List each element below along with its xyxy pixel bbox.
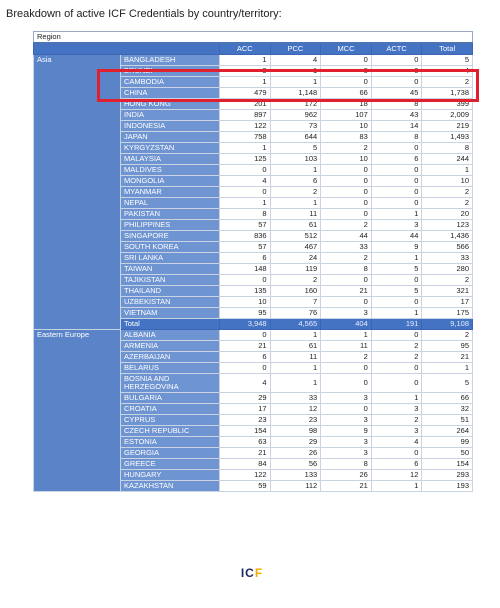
value-cell: 0 <box>371 198 422 209</box>
value-cell: 1 <box>270 66 321 77</box>
value-cell: 264 <box>422 426 473 437</box>
value-cell: 2 <box>321 253 372 264</box>
value-cell: 2,009 <box>422 110 473 121</box>
value-cell: 66 <box>321 88 372 99</box>
value-cell: 8 <box>220 209 271 220</box>
value-cell: 0 <box>371 374 422 393</box>
country-cell: SINGAPORE <box>121 231 220 242</box>
value-cell: 20 <box>422 209 473 220</box>
value-cell: 3 <box>321 437 372 448</box>
value-cell: 63 <box>220 437 271 448</box>
value-cell: 23 <box>270 415 321 426</box>
column-header-actc: ACTC <box>371 43 422 55</box>
country-cell: KYRGYZSTAN <box>121 143 220 154</box>
value-cell: 17 <box>422 297 473 308</box>
icf-logo: I C F <box>240 566 264 580</box>
country-cell: NEPAL <box>121 198 220 209</box>
country-cell: GREECE <box>121 459 220 470</box>
value-cell: 21 <box>220 448 271 459</box>
header-row <box>34 32 473 44</box>
value-cell: 0 <box>371 448 422 459</box>
value-cell: 1 <box>321 330 372 341</box>
value-cell: 0 <box>321 77 372 88</box>
country-cell: CROATIA <box>121 404 220 415</box>
value-cell: 2 <box>270 187 321 198</box>
value-cell: 6 <box>220 253 271 264</box>
country-cell: MALAYSIA <box>121 154 220 165</box>
country-cell: ESTONIA <box>121 437 220 448</box>
value-cell: 1 <box>371 481 422 492</box>
value-cell: 83 <box>321 132 372 143</box>
table-row <box>34 330 473 341</box>
value-cell: 9 <box>321 426 372 437</box>
country-cell: BANGLADESH <box>121 55 220 66</box>
value-cell: 3 <box>321 308 372 319</box>
value-cell: 5 <box>270 143 321 154</box>
value-cell: 24 <box>270 253 321 264</box>
value-cell: 0 <box>371 165 422 176</box>
value-cell: 2 <box>422 187 473 198</box>
value-cell: 0 <box>321 165 372 176</box>
country-cell: INDIA <box>121 110 220 121</box>
value-cell: 8 <box>371 132 422 143</box>
value-cell: 0 <box>220 330 271 341</box>
value-cell: 293 <box>422 470 473 481</box>
value-cell: 84 <box>220 459 271 470</box>
value-cell: 2 <box>371 352 422 363</box>
value-cell: 12 <box>270 404 321 415</box>
value-cell: 3 <box>220 66 271 77</box>
value-cell: 566 <box>422 242 473 253</box>
value-cell: 0 <box>321 275 372 286</box>
country-cell: SRI LANKA <box>121 253 220 264</box>
value-cell: 4 <box>371 437 422 448</box>
country-cell: GEORGIA <box>121 448 220 459</box>
value-cell: 175 <box>422 308 473 319</box>
column-header-blank <box>34 43 220 55</box>
value-cell: 193 <box>422 481 473 492</box>
value-cell: 61 <box>270 341 321 352</box>
value-cell: 5 <box>422 55 473 66</box>
value-cell: 18 <box>321 99 372 110</box>
value-cell: 17 <box>220 404 271 415</box>
value-cell: 0 <box>220 165 271 176</box>
value-cell: 5 <box>422 374 473 393</box>
value-cell: 3 <box>371 426 422 437</box>
value-cell: 0 <box>371 176 422 187</box>
value-cell: 2 <box>270 275 321 286</box>
value-cell: 172 <box>270 99 321 110</box>
column-header-pcc: PCC <box>270 43 321 55</box>
value-cell: 1 <box>371 308 422 319</box>
country-cell: BRUNEI <box>121 66 220 77</box>
value-cell: 321 <box>422 286 473 297</box>
value-cell: 0 <box>371 143 422 154</box>
total-label: Total <box>121 319 220 330</box>
country-cell: KAZAKHSTAN <box>121 481 220 492</box>
value-cell: 10 <box>321 121 372 132</box>
value-cell: 107 <box>321 110 372 121</box>
region-header: Region <box>34 32 473 44</box>
value-cell: 0 <box>321 187 372 198</box>
value-cell: 95 <box>220 308 271 319</box>
column-header-mcc: MCC <box>321 43 372 55</box>
value-cell: 244 <box>422 154 473 165</box>
country-cell: MONGOLIA <box>121 176 220 187</box>
value-cell: 6 <box>371 459 422 470</box>
country-cell: BOSNIA AND HERZEGOVINA <box>121 374 220 393</box>
value-cell: 160 <box>270 286 321 297</box>
value-cell: 1 <box>220 143 271 154</box>
value-cell: 1 <box>371 393 422 404</box>
value-cell: 45 <box>371 88 422 99</box>
value-cell: 479 <box>220 88 271 99</box>
value-cell: 11 <box>270 209 321 220</box>
country-cell: MALDIVES <box>121 165 220 176</box>
value-cell: 0 <box>321 404 372 415</box>
country-cell: BELARUS <box>121 363 220 374</box>
value-cell: 56 <box>270 459 321 470</box>
value-cell: 8 <box>321 264 372 275</box>
value-cell: 21 <box>422 352 473 363</box>
value-cell: 32 <box>422 404 473 415</box>
country-cell: CHINA <box>121 88 220 99</box>
value-cell: 112 <box>270 481 321 492</box>
value-cell: 0 <box>321 198 372 209</box>
value-cell: 99 <box>422 437 473 448</box>
value-cell: 0 <box>321 374 372 393</box>
value-cell: 512 <box>270 231 321 242</box>
country-cell: HUNGARY <box>121 470 220 481</box>
value-cell: 1 <box>270 77 321 88</box>
value-cell: 0 <box>371 55 422 66</box>
value-cell: 123 <box>422 220 473 231</box>
value-cell: 644 <box>270 132 321 143</box>
value-cell: 4 <box>422 66 473 77</box>
region-cell: Asia <box>34 55 121 330</box>
country-cell: INDONESIA <box>121 121 220 132</box>
value-cell: 4 <box>220 176 271 187</box>
value-cell: 2 <box>321 143 372 154</box>
value-cell: 8 <box>422 143 473 154</box>
table-body <box>34 55 473 492</box>
value-cell: 1,493 <box>422 132 473 143</box>
value-cell: 5 <box>371 264 422 275</box>
value-cell: 73 <box>270 121 321 132</box>
value-cell: 2 <box>422 275 473 286</box>
value-cell: 148 <box>220 264 271 275</box>
country-cell: PAKISTAN <box>121 209 220 220</box>
value-cell: 2 <box>371 341 422 352</box>
value-cell: 8 <box>321 459 372 470</box>
value-cell: 3 <box>321 393 372 404</box>
country-cell: CYPRUS <box>121 415 220 426</box>
value-cell: 1 <box>422 363 473 374</box>
total-value-cell: 3,948 <box>220 319 271 330</box>
country-cell: SOUTH KOREA <box>121 242 220 253</box>
country-cell: TAJIKISTAN <box>121 275 220 286</box>
column-header-total: Total <box>422 43 473 55</box>
value-cell: 33 <box>270 393 321 404</box>
value-cell: 0 <box>371 275 422 286</box>
value-cell: 201 <box>220 99 271 110</box>
value-cell: 897 <box>220 110 271 121</box>
country-cell: CZECH REPUBLIC <box>121 426 220 437</box>
value-cell: 7 <box>270 297 321 308</box>
value-cell: 135 <box>220 286 271 297</box>
value-cell: 0 <box>321 363 372 374</box>
value-cell: 758 <box>220 132 271 143</box>
value-cell: 21 <box>220 341 271 352</box>
value-cell: 2 <box>422 330 473 341</box>
value-cell: 12 <box>371 470 422 481</box>
value-cell: 1 <box>220 77 271 88</box>
value-cell: 59 <box>220 481 271 492</box>
value-cell: 154 <box>220 426 271 437</box>
total-value-cell: 404 <box>321 319 372 330</box>
table-row <box>34 55 473 66</box>
value-cell: 33 <box>321 242 372 253</box>
value-cell: 26 <box>270 448 321 459</box>
value-cell: 61 <box>270 220 321 231</box>
value-cell: 98 <box>270 426 321 437</box>
value-cell: 399 <box>422 99 473 110</box>
value-cell: 3 <box>371 404 422 415</box>
value-cell: 3 <box>321 415 372 426</box>
value-cell: 33 <box>422 253 473 264</box>
value-cell: 43 <box>371 110 422 121</box>
value-cell: 57 <box>220 242 271 253</box>
value-cell: 66 <box>422 393 473 404</box>
country-cell: HONG KONG <box>121 99 220 110</box>
value-cell: 44 <box>321 231 372 242</box>
total-value-cell: 9,108 <box>422 319 473 330</box>
value-cell: 2 <box>321 352 372 363</box>
value-cell: 467 <box>270 242 321 253</box>
value-cell: 122 <box>220 470 271 481</box>
value-cell: 2 <box>321 220 372 231</box>
value-cell: 1 <box>371 253 422 264</box>
value-cell: 11 <box>270 352 321 363</box>
value-cell: 1 <box>270 198 321 209</box>
country-cell: PHILIPPINES <box>121 220 220 231</box>
value-cell: 10 <box>321 154 372 165</box>
value-cell: 6 <box>371 154 422 165</box>
value-cell: 1 <box>220 198 271 209</box>
value-cell: 0 <box>220 363 271 374</box>
value-cell: 3 <box>371 220 422 231</box>
value-cell: 154 <box>422 459 473 470</box>
value-cell: 44 <box>371 231 422 242</box>
value-cell: 2 <box>371 415 422 426</box>
value-cell: 50 <box>422 448 473 459</box>
country-cell: JAPAN <box>121 132 220 143</box>
value-cell: 0 <box>371 363 422 374</box>
value-cell: 0 <box>321 297 372 308</box>
value-cell: 3 <box>321 448 372 459</box>
value-cell: 95 <box>422 341 473 352</box>
value-cell: 1 <box>270 374 321 393</box>
total-value-cell: 4,565 <box>270 319 321 330</box>
value-cell: 51 <box>422 415 473 426</box>
country-cell: THAILAND <box>121 286 220 297</box>
value-cell: 21 <box>321 481 372 492</box>
column-header-row <box>34 43 473 55</box>
value-cell: 1,436 <box>422 231 473 242</box>
value-cell: 29 <box>270 437 321 448</box>
page-title: Breakdown of active ICF Credentials by country/territory: <box>6 8 282 20</box>
country-cell: AZERBAIJAN <box>121 352 220 363</box>
value-cell: 14 <box>371 121 422 132</box>
value-cell: 836 <box>220 231 271 242</box>
value-cell: 11 <box>321 341 372 352</box>
value-cell: 119 <box>270 264 321 275</box>
value-cell: 103 <box>270 154 321 165</box>
value-cell: 1 <box>371 209 422 220</box>
total-value-cell: 191 <box>371 319 422 330</box>
value-cell: 21 <box>321 286 372 297</box>
column-header-acc: ACC <box>220 43 271 55</box>
value-cell: 5 <box>371 286 422 297</box>
value-cell: 1 <box>422 165 473 176</box>
region-cell: Eastern Europe <box>34 330 121 492</box>
value-cell: 0 <box>371 330 422 341</box>
value-cell: 0 <box>371 66 422 77</box>
value-cell: 4 <box>270 55 321 66</box>
country-cell: TAIWAN <box>121 264 220 275</box>
value-cell: 0 <box>321 209 372 220</box>
value-cell: 8 <box>371 99 422 110</box>
value-cell: 0 <box>371 187 422 198</box>
credentials-table <box>33 31 473 492</box>
value-cell: 962 <box>270 110 321 121</box>
value-cell: 219 <box>422 121 473 132</box>
value-cell: 0 <box>321 66 372 77</box>
value-cell: 10 <box>422 176 473 187</box>
value-cell: 1 <box>270 330 321 341</box>
value-cell: 125 <box>220 154 271 165</box>
value-cell: 1 <box>220 55 271 66</box>
value-cell: 6 <box>270 176 321 187</box>
value-cell: 29 <box>220 393 271 404</box>
country-cell: ALBANIA <box>121 330 220 341</box>
value-cell: 2 <box>422 77 473 88</box>
value-cell: 0 <box>220 275 271 286</box>
country-cell: BULGARIA <box>121 393 220 404</box>
value-cell: 280 <box>422 264 473 275</box>
value-cell: 0 <box>371 77 422 88</box>
value-cell: 0 <box>220 187 271 198</box>
value-cell: 1 <box>270 363 321 374</box>
country-cell: UZBEKISTAN <box>121 297 220 308</box>
value-cell: 1,738 <box>422 88 473 99</box>
value-cell: 57 <box>220 220 271 231</box>
country-cell: MYANMAR <box>121 187 220 198</box>
value-cell: 26 <box>321 470 372 481</box>
value-cell: 6 <box>220 352 271 363</box>
value-cell: 76 <box>270 308 321 319</box>
country-cell: VIETNAM <box>121 308 220 319</box>
value-cell: 0 <box>321 176 372 187</box>
value-cell: 0 <box>321 55 372 66</box>
value-cell: 10 <box>220 297 271 308</box>
value-cell: 122 <box>220 121 271 132</box>
value-cell: 133 <box>270 470 321 481</box>
value-cell: 23 <box>220 415 271 426</box>
value-cell: 1 <box>270 165 321 176</box>
value-cell: 9 <box>371 242 422 253</box>
value-cell: 1,148 <box>270 88 321 99</box>
value-cell: 4 <box>220 374 271 393</box>
value-cell: 2 <box>422 198 473 209</box>
country-cell: CAMBODIA <box>121 77 220 88</box>
value-cell: 0 <box>371 297 422 308</box>
country-cell: ARMENIA <box>121 341 220 352</box>
